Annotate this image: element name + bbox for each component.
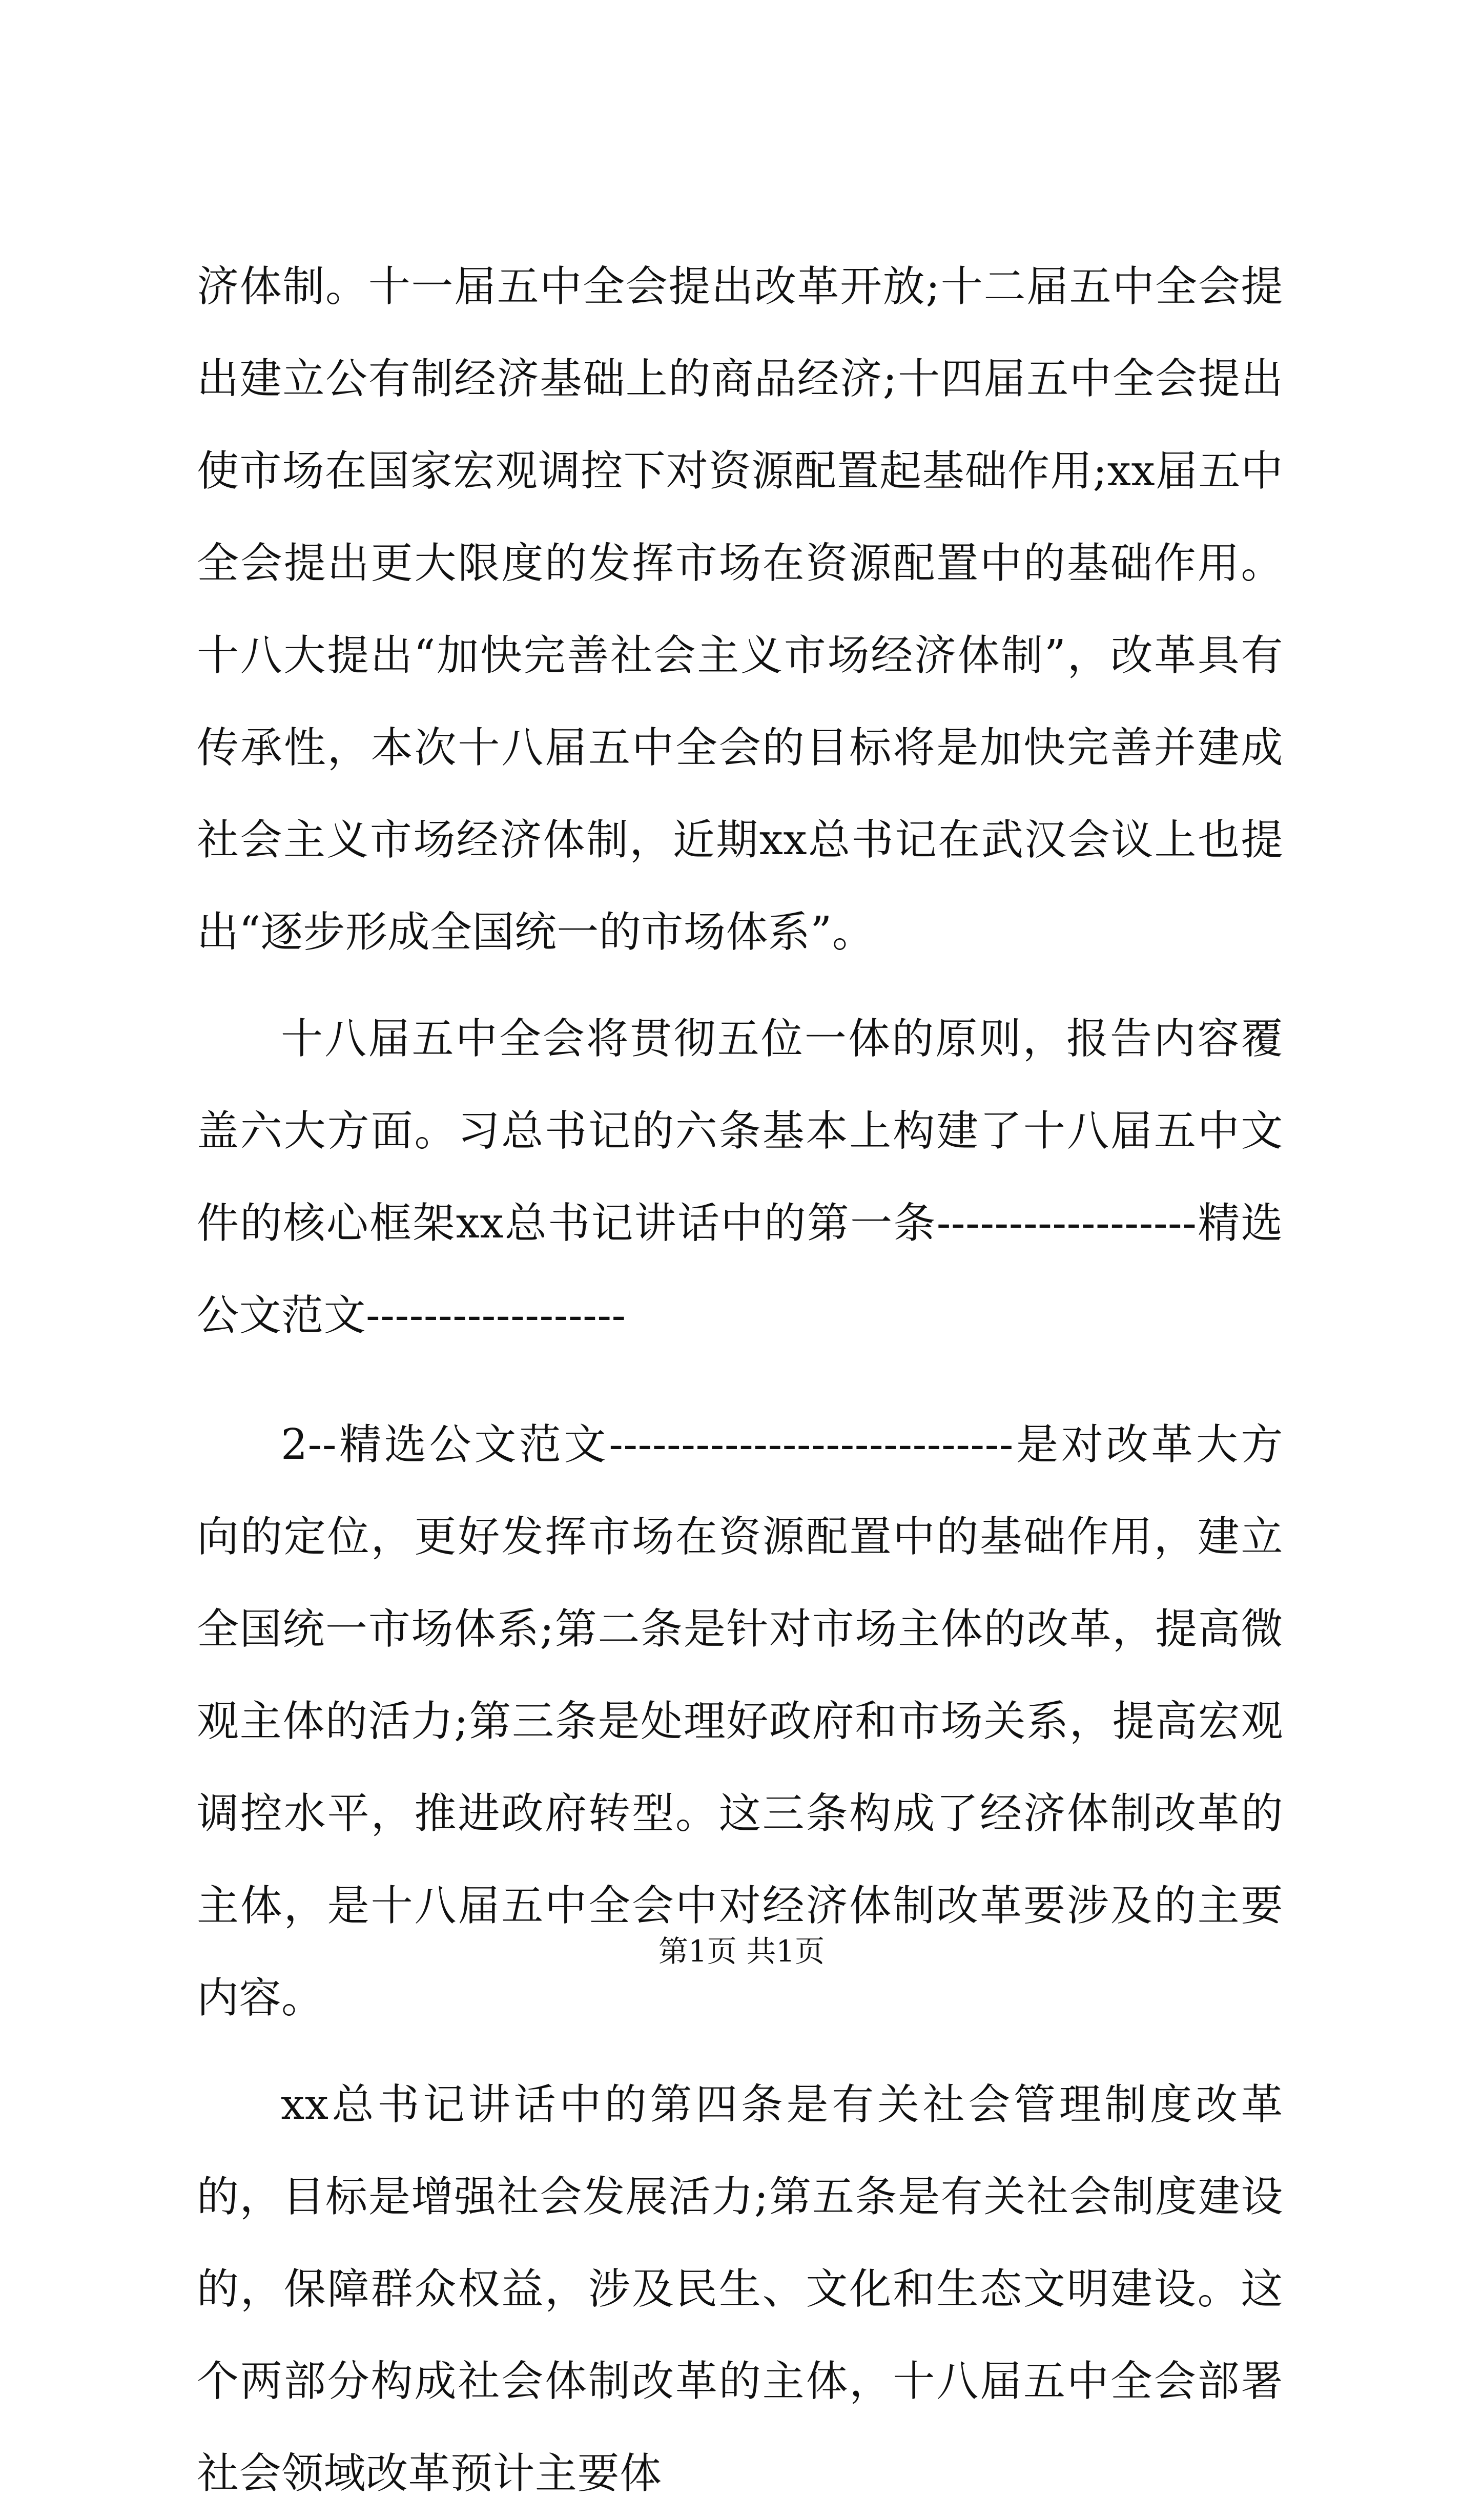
paragraph-4: xx总书记讲话中的第四条是有关社会管理制度改革的，目标是增强社会发展活力;第五条是有关社会制度建设的，保障群众权益，涉及民生、文化和生态文明建设。这个两部分构成社会体制改革的主体，十八届五中全会部署社会领域改革预计主要体 xyxy=(197,2080,1283,2498)
paragraph-1: 济体制。十一届五中全会提出改革开放;十二届五中全会提出建立公有制经济基础上的商品经济;十四届五中全会提出使市场在国家宏观调控下对资源配置起基础作用;xx届五中全会提出更大限度的发挥市场在资源配置中的基础作用。十八大提出“加快完善社会主义市场经济体制”，改革具有传承性，本次十八届五中全会的目标将是加快完善并建成社会主义市场经济体制，近期xx总书记在武汉会议上也提出“逐步形成全国统一的市场体系”。 xyxy=(197,262,1283,957)
document-body xyxy=(197,241,1283,2520)
paragraph-2: 十八届五中全会将贯彻五位一体的原则，报告内容覆盖六大方面。习总书记的六条基本上构建了十八届五中文件的核心框架xx总书记讲话中的第一条------------------精选公文范文------------------ xyxy=(197,1015,1283,1340)
page-number-footer: 第1页 共1页 xyxy=(658,1934,825,1969)
paragraph-gap xyxy=(197,2044,1283,2059)
paragraph-3: 2--精选公文范文----------------------------是对改革大方向的定位，更好发挥市场在资源配置中的基础作用，建立全国统一市场体系;第二条是针对市场主体的改革，提高微观主体的活力;第三条是处理好政府和市场关系，提高宏观调控水平，推进政府转型。这三条构成了经济体制改革的主体，是十八届五中全会中对经济体制改革要涉及的主要内容。 xyxy=(197,1420,1283,2022)
paragraph-gap xyxy=(197,1362,1283,1399)
paragraph-gap xyxy=(197,979,1283,993)
